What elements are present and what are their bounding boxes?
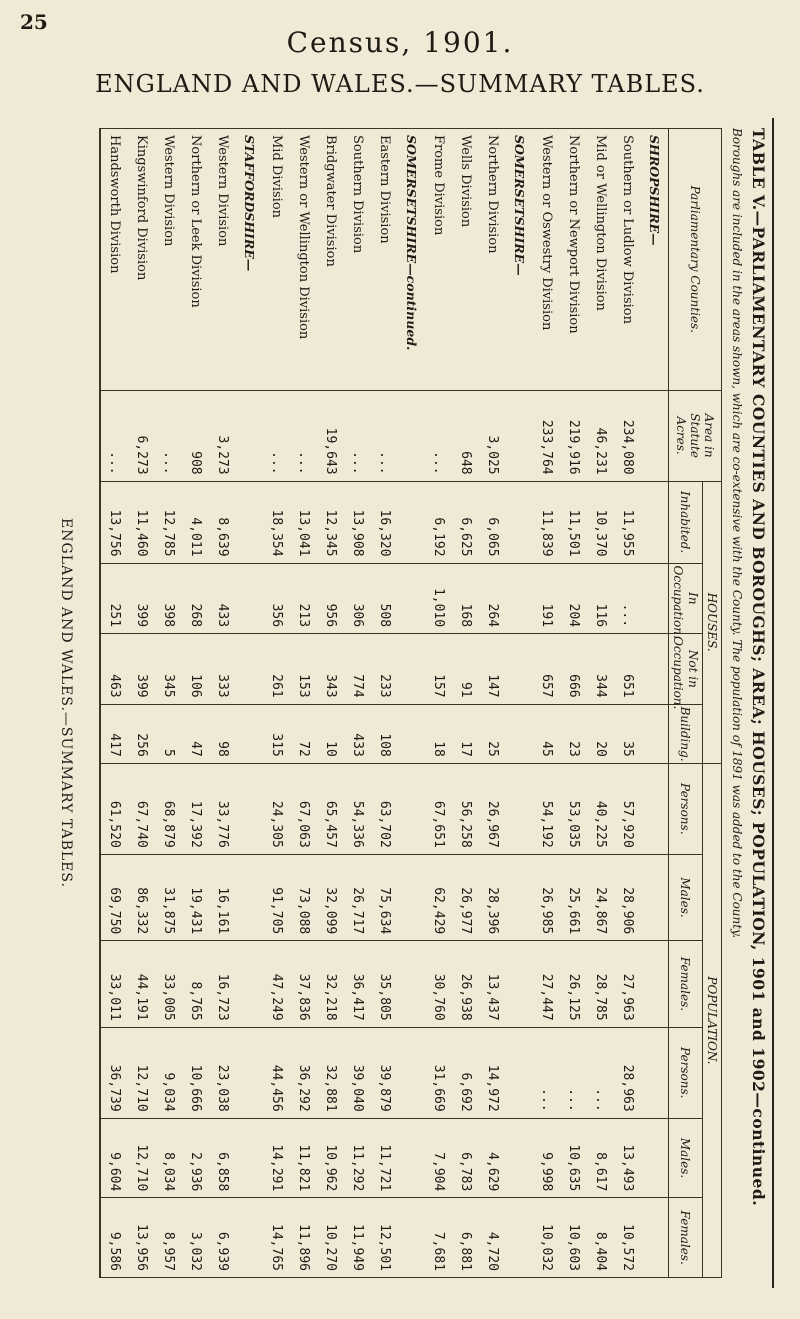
- cell-p91: 23,038: [209, 1027, 236, 1118]
- cell-f91: 10,032: [533, 1198, 560, 1278]
- cell-f91: 7,681: [425, 1198, 452, 1278]
- cell-bld: 10: [317, 704, 344, 763]
- cell-p91: 31,669: [425, 1027, 452, 1118]
- col-header-houses: HOUSES.: [702, 481, 721, 763]
- cell-f01: 13,437: [479, 941, 506, 1027]
- cell-area: 6,273: [128, 390, 155, 481]
- cell-inhab: 11,839: [533, 481, 560, 563]
- cell-notocc: 657: [533, 634, 560, 705]
- cell-bld: [236, 704, 263, 763]
- cell-notocc: [641, 634, 669, 705]
- cell-occ: [641, 563, 669, 634]
- table-row: [290, 129, 317, 1278]
- cell-p01: 57,920: [614, 763, 641, 854]
- cell-m91: 10,962: [317, 1118, 344, 1198]
- table-row: [425, 129, 452, 1278]
- cell-inhab: 6,065: [479, 481, 506, 563]
- cell-bld: 45: [533, 704, 560, 763]
- cell-f01: [398, 941, 425, 1027]
- cell-m91: 12,710: [128, 1118, 155, 1198]
- cell-m01: 75,634: [371, 854, 398, 940]
- cell-p01: 65,457: [317, 763, 344, 854]
- cell-occ: [506, 563, 533, 634]
- cell-area: ...: [155, 390, 182, 481]
- cell-p91: [641, 1027, 669, 1118]
- cell-p01: 67,740: [128, 763, 155, 854]
- cell-notocc: 153: [290, 634, 317, 705]
- table-body: [100, 129, 669, 1278]
- cell-m01: 25,661: [560, 854, 587, 940]
- cell-bld: 20: [587, 704, 614, 763]
- cell-p01: 53,035: [560, 763, 587, 854]
- cell-m91: 14,291: [263, 1118, 290, 1198]
- cell-f91: [236, 1198, 263, 1278]
- row-label: Kingswinford Division: [128, 129, 155, 391]
- table-row: [182, 129, 209, 1278]
- cell-area: 648: [452, 390, 479, 481]
- cell-m91: 6,783: [452, 1118, 479, 1198]
- cell-notocc: 774: [344, 634, 371, 705]
- cell-p91: [506, 1027, 533, 1118]
- table-row: [371, 129, 398, 1278]
- cell-area: 46,231: [587, 390, 614, 481]
- row-label: Southern Division: [344, 129, 371, 391]
- cell-notocc: 345: [155, 634, 182, 705]
- cell-m91: 2,936: [182, 1118, 209, 1198]
- cell-notocc: 333: [209, 634, 236, 705]
- cell-f01: 44,191: [128, 941, 155, 1027]
- cell-inhab: 11,501: [560, 481, 587, 563]
- row-label: Mid Division: [263, 129, 290, 391]
- cell-p01: 56,258: [452, 763, 479, 854]
- cell-bld: [398, 704, 425, 763]
- row-label: Western or Wellington Division: [290, 129, 317, 391]
- cell-p91: 44,456: [263, 1027, 290, 1118]
- cell-p01: 26,967: [479, 763, 506, 854]
- rotated-page-area: [0, 100, 800, 1319]
- cell-f91: 10,603: [560, 1198, 587, 1278]
- cell-m91: 6,858: [209, 1118, 236, 1198]
- table-row: [344, 129, 371, 1278]
- cell-inhab: 10,370: [587, 481, 614, 563]
- cell-p91: 12,710: [128, 1027, 155, 1118]
- cell-notocc: [398, 634, 425, 705]
- row-label: Western or Oswestry Division: [533, 129, 560, 391]
- cell-p91: 14,972: [479, 1027, 506, 1118]
- row-label: Northern or Leek Division: [182, 129, 209, 391]
- cell-area: 234,080: [614, 390, 641, 481]
- cell-f91: 12,501: [371, 1198, 398, 1278]
- cell-occ: 433: [209, 563, 236, 634]
- row-label: Bridgwater Division: [317, 129, 344, 391]
- cell-inhab: 16,320: [371, 481, 398, 563]
- cell-area: ...: [425, 390, 452, 481]
- cell-occ: 251: [100, 563, 128, 634]
- cell-occ: 191: [533, 563, 560, 634]
- cell-occ: 213: [290, 563, 317, 634]
- cell-f01: 8,765: [182, 941, 209, 1027]
- cell-bld: 72: [290, 704, 317, 763]
- row-label: Western Division: [155, 129, 182, 391]
- cell-p91: ...: [587, 1027, 614, 1118]
- cell-p01: 24,305: [263, 763, 290, 854]
- cell-p91: 10,666: [182, 1027, 209, 1118]
- cell-inhab: 18,354: [263, 481, 290, 563]
- page-header: [0, 0, 800, 100]
- col-header-persons: Persons.: [668, 763, 702, 854]
- table-row: [209, 129, 236, 1278]
- cell-bld: 98: [209, 704, 236, 763]
- col-header-name: Parliamentary Counties.: [668, 129, 721, 391]
- cell-inhab: [236, 481, 263, 563]
- cell-m91: [506, 1118, 533, 1198]
- cell-inhab: 4,011: [182, 481, 209, 563]
- table-row: [533, 129, 560, 1278]
- cell-m91: 11,721: [371, 1118, 398, 1198]
- cell-bld: [506, 704, 533, 763]
- row-label: Western Division: [209, 129, 236, 391]
- census-title: Census, 1901.: [286, 26, 514, 59]
- cell-occ: [398, 563, 425, 634]
- col-header-males: Males.: [668, 854, 702, 940]
- cell-f91: 9,586: [100, 1198, 128, 1278]
- cell-p01: [506, 763, 533, 854]
- cell-f01: [236, 941, 263, 1027]
- col-header-in-occupation: In Occupation.: [668, 563, 702, 634]
- table-group-row: [398, 129, 425, 1278]
- cell-m01: [506, 854, 533, 940]
- cell-p01: 63,702: [371, 763, 398, 854]
- cell-f01: 33,005: [155, 941, 182, 1027]
- cell-bld: 18: [425, 704, 452, 763]
- row-label: Northern Division: [479, 129, 506, 391]
- page-number: 25: [20, 10, 48, 34]
- cell-notocc: 344: [587, 634, 614, 705]
- cell-m91: [398, 1118, 425, 1198]
- cell-f91: [506, 1198, 533, 1278]
- cell-f01: 37,836: [290, 941, 317, 1027]
- cell-p01: 67,651: [425, 763, 452, 854]
- cell-m01: 31,875: [155, 854, 182, 940]
- cell-m01: 26,717: [344, 854, 371, 940]
- table-row: [614, 129, 641, 1278]
- table-row: [452, 129, 479, 1278]
- cell-occ: 399: [128, 563, 155, 634]
- cell-notocc: 106: [182, 634, 209, 705]
- cell-f91: 6,939: [209, 1198, 236, 1278]
- cell-notocc: 343: [317, 634, 344, 705]
- cell-occ: 204: [560, 563, 587, 634]
- cell-inhab: 12,785: [155, 481, 182, 563]
- col-header-males-1891: Males.: [668, 1118, 702, 1198]
- cell-f91: 8,957: [155, 1198, 182, 1278]
- cell-f01: 26,125: [560, 941, 587, 1027]
- summary-table: [99, 128, 722, 1278]
- cell-area: 908: [182, 390, 209, 481]
- cell-inhab: [506, 481, 533, 563]
- cell-occ: 508: [371, 563, 398, 634]
- cell-notocc: 463: [100, 634, 128, 705]
- cell-area: 233,764: [533, 390, 560, 481]
- cell-notocc: 91: [452, 634, 479, 705]
- cell-p01: 54,336: [344, 763, 371, 854]
- table-row: [155, 129, 182, 1278]
- cell-p91: ...: [560, 1027, 587, 1118]
- cell-p91: 9,034: [155, 1027, 182, 1118]
- cell-area: 19,643: [317, 390, 344, 481]
- cell-inhab: 13,041: [290, 481, 317, 563]
- table-row: [560, 129, 587, 1278]
- cell-m91: 13,493: [614, 1118, 641, 1198]
- cell-occ: 168: [452, 563, 479, 634]
- cell-inhab: 13,908: [344, 481, 371, 563]
- cell-m01: 28,396: [479, 854, 506, 940]
- cell-p91: [236, 1027, 263, 1118]
- cell-p91: 36,292: [290, 1027, 317, 1118]
- cell-occ: 264: [479, 563, 506, 634]
- row-label: Northern or Newport Division: [560, 129, 587, 391]
- cell-notocc: 157: [425, 634, 452, 705]
- page-subtitle: ENGLAND AND WALES.—SUMMARY TABLES.: [95, 70, 705, 98]
- cell-f91: [641, 1198, 669, 1278]
- cell-f01: 30,760: [425, 941, 452, 1027]
- cell-p91: 36,739: [100, 1027, 128, 1118]
- row-label: SOMERSETSHIRE—continued.: [398, 129, 425, 391]
- cell-m91: 10,635: [560, 1118, 587, 1198]
- row-label: STAFFORDSHIRE—: [236, 129, 263, 391]
- cell-p01: 33,776: [209, 763, 236, 854]
- cell-p01: [236, 763, 263, 854]
- cell-occ: [236, 563, 263, 634]
- cell-inhab: 8,639: [209, 481, 236, 563]
- cell-m01: 86,332: [128, 854, 155, 940]
- cell-m01: [641, 854, 669, 940]
- cell-bld: 35: [614, 704, 641, 763]
- row-label: SOMERSETSHIRE—: [506, 129, 533, 391]
- cell-p01: 54,192: [533, 763, 560, 854]
- cell-f91: 6,881: [452, 1198, 479, 1278]
- table-row: [317, 129, 344, 1278]
- cell-area: 3,273: [209, 390, 236, 481]
- table-row: [100, 129, 128, 1278]
- cell-bld: 5: [155, 704, 182, 763]
- cell-bld: 108: [371, 704, 398, 763]
- table-note: Boroughs are included in the areas shown, which are co-extensive with the County. The population of 1891 was added to the County.: [730, 128, 744, 939]
- cell-bld: 23: [560, 704, 587, 763]
- table-row: [263, 129, 290, 1278]
- col-header-area: Area in Statute Acres.: [668, 390, 721, 481]
- cell-p91: 39,040: [344, 1027, 371, 1118]
- row-label: SHROPSHIRE—: [641, 129, 669, 391]
- cell-p91: 6,692: [452, 1027, 479, 1118]
- cell-f01: 35,805: [371, 941, 398, 1027]
- cell-p91: 39,879: [371, 1027, 398, 1118]
- col-header-persons-1891: Persons.: [668, 1027, 702, 1118]
- cell-inhab: 11,460: [128, 481, 155, 563]
- table-group-row: [236, 129, 263, 1278]
- cell-f91: [398, 1198, 425, 1278]
- cell-p91: [398, 1027, 425, 1118]
- cell-inhab: 11,955: [614, 481, 641, 563]
- cell-area: ...: [344, 390, 371, 481]
- cell-notocc: 399: [128, 634, 155, 705]
- cell-m01: 26,977: [452, 854, 479, 940]
- cell-bld: 47: [182, 704, 209, 763]
- cell-m91: 4,629: [479, 1118, 506, 1198]
- cell-notocc: 666: [560, 634, 587, 705]
- cell-f91: 4,720: [479, 1198, 506, 1278]
- cell-m91: 7,904: [425, 1118, 452, 1198]
- cell-p01: 17,392: [182, 763, 209, 854]
- cell-f01: 16,723: [209, 941, 236, 1027]
- rotated-table: [22, 118, 774, 1288]
- cell-f01: 26,938: [452, 941, 479, 1027]
- cell-notocc: 651: [614, 634, 641, 705]
- cell-inhab: 6,625: [452, 481, 479, 563]
- table-footer: ENGLAND AND WALES.—SUMMARY TABLES.: [58, 518, 74, 888]
- cell-p01: 67,063: [290, 763, 317, 854]
- cell-bld: 433: [344, 704, 371, 763]
- row-label: Mid or Wellington Division: [587, 129, 614, 391]
- cell-m91: [236, 1118, 263, 1198]
- col-header-females-1891: Females.: [668, 1198, 702, 1278]
- cell-f91: 10,572: [614, 1198, 641, 1278]
- cell-m01: 28,906: [614, 854, 641, 940]
- cell-notocc: 233: [371, 634, 398, 705]
- cell-occ: 116: [587, 563, 614, 634]
- cell-occ: 356: [263, 563, 290, 634]
- cell-occ: 956: [317, 563, 344, 634]
- cell-f91: 11,949: [344, 1198, 371, 1278]
- cell-p91: 28,963: [614, 1027, 641, 1118]
- row-label: Southern or Ludlow Division: [614, 129, 641, 391]
- col-header-building: Building.: [668, 704, 702, 763]
- cell-f01: [641, 941, 669, 1027]
- cell-f01: 47,249: [263, 941, 290, 1027]
- table-group-row: [641, 129, 669, 1278]
- cell-bld: 25: [479, 704, 506, 763]
- cell-bld: 17: [452, 704, 479, 763]
- col-header-not-in-occupation: Not in Occupation.: [668, 634, 702, 705]
- row-label: Wells Division: [452, 129, 479, 391]
- cell-m01: [236, 854, 263, 940]
- col-header-inhabited: Inhabited.: [668, 481, 702, 563]
- cell-m91: 8,617: [587, 1118, 614, 1198]
- cell-inhab: 6,192: [425, 481, 452, 563]
- cell-p01: 40,225: [587, 763, 614, 854]
- row-label: Frome Division: [425, 129, 452, 391]
- cell-notocc: [506, 634, 533, 705]
- cell-notocc: 147: [479, 634, 506, 705]
- cell-inhab: 12,345: [317, 481, 344, 563]
- cell-f91: 8,404: [587, 1198, 614, 1278]
- cell-f01: 36,417: [344, 941, 371, 1027]
- cell-area: 3,025: [479, 390, 506, 481]
- cell-notocc: [236, 634, 263, 705]
- cell-f01: 33,011: [100, 941, 128, 1027]
- table-row: [128, 129, 155, 1278]
- cell-f91: 11,896: [290, 1198, 317, 1278]
- cell-f91: 3,032: [182, 1198, 209, 1278]
- cell-p01: [641, 763, 669, 854]
- cell-inhab: [398, 481, 425, 563]
- cell-bld: 315: [263, 704, 290, 763]
- cell-f01: [506, 941, 533, 1027]
- cell-bld: [641, 704, 669, 763]
- cell-m01: 24,867: [587, 854, 614, 940]
- cell-m91: 8,034: [155, 1118, 182, 1198]
- table-title: TABLE V.—PARLIAMENTARY COUNTIES AND BOROUGHS; AREA; HOUSES; POPULATION, 1901 and 1902—continued.: [749, 128, 768, 1207]
- cell-m01: 16,161: [209, 854, 236, 940]
- cell-f01: 27,447: [533, 941, 560, 1027]
- cell-m91: 11,821: [290, 1118, 317, 1198]
- cell-inhab: 13,756: [100, 481, 128, 563]
- cell-p01: 61,520: [100, 763, 128, 854]
- cell-occ: 1,010: [425, 563, 452, 634]
- cell-m01: 69,750: [100, 854, 128, 940]
- cell-m91: [641, 1118, 669, 1198]
- cell-area: ...: [100, 390, 128, 481]
- cell-area: [236, 390, 263, 481]
- cell-m01: 91,705: [263, 854, 290, 940]
- cell-area: [641, 390, 669, 481]
- table-row: [587, 129, 614, 1278]
- cell-f01: 27,963: [614, 941, 641, 1027]
- cell-area: [398, 390, 425, 481]
- cell-area: 219,916: [560, 390, 587, 481]
- cell-m01: 26,985: [533, 854, 560, 940]
- cell-area: ...: [290, 390, 317, 481]
- cell-m01: 32,099: [317, 854, 344, 940]
- cell-f01: 28,785: [587, 941, 614, 1027]
- cell-m01: [398, 854, 425, 940]
- cell-occ: 306: [344, 563, 371, 634]
- row-label: Handsworth Division: [100, 129, 128, 391]
- cell-occ: ...: [614, 563, 641, 634]
- cell-f91: 10,270: [317, 1198, 344, 1278]
- cell-f91: 14,765: [263, 1198, 290, 1278]
- cell-m01: 19,431: [182, 854, 209, 940]
- table-group-row: [506, 129, 533, 1278]
- row-label: Eastern Division: [371, 129, 398, 391]
- cell-m91: 9,998: [533, 1118, 560, 1198]
- cell-f91: 13,956: [128, 1198, 155, 1278]
- cell-occ: 268: [182, 563, 209, 634]
- cell-m01: 73,088: [290, 854, 317, 940]
- cell-bld: 256: [128, 704, 155, 763]
- col-header-population: POPULATION.: [702, 763, 721, 1277]
- cell-occ: 398: [155, 563, 182, 634]
- cell-m91: 11,292: [344, 1118, 371, 1198]
- cell-m01: 62,429: [425, 854, 452, 940]
- cell-p91: 32,881: [317, 1027, 344, 1118]
- cell-p01: 68,879: [155, 763, 182, 854]
- cell-p91: ...: [533, 1027, 560, 1118]
- cell-p01: [398, 763, 425, 854]
- cell-area: ...: [263, 390, 290, 481]
- cell-area: ...: [371, 390, 398, 481]
- col-header-females: Females.: [668, 941, 702, 1027]
- cell-inhab: [641, 481, 669, 563]
- cell-area: [506, 390, 533, 481]
- cell-f01: 32,218: [317, 941, 344, 1027]
- cell-bld: 417: [100, 704, 128, 763]
- cell-notocc: 261: [263, 634, 290, 705]
- cell-m91: 9,604: [100, 1118, 128, 1198]
- table-row: [479, 129, 506, 1278]
